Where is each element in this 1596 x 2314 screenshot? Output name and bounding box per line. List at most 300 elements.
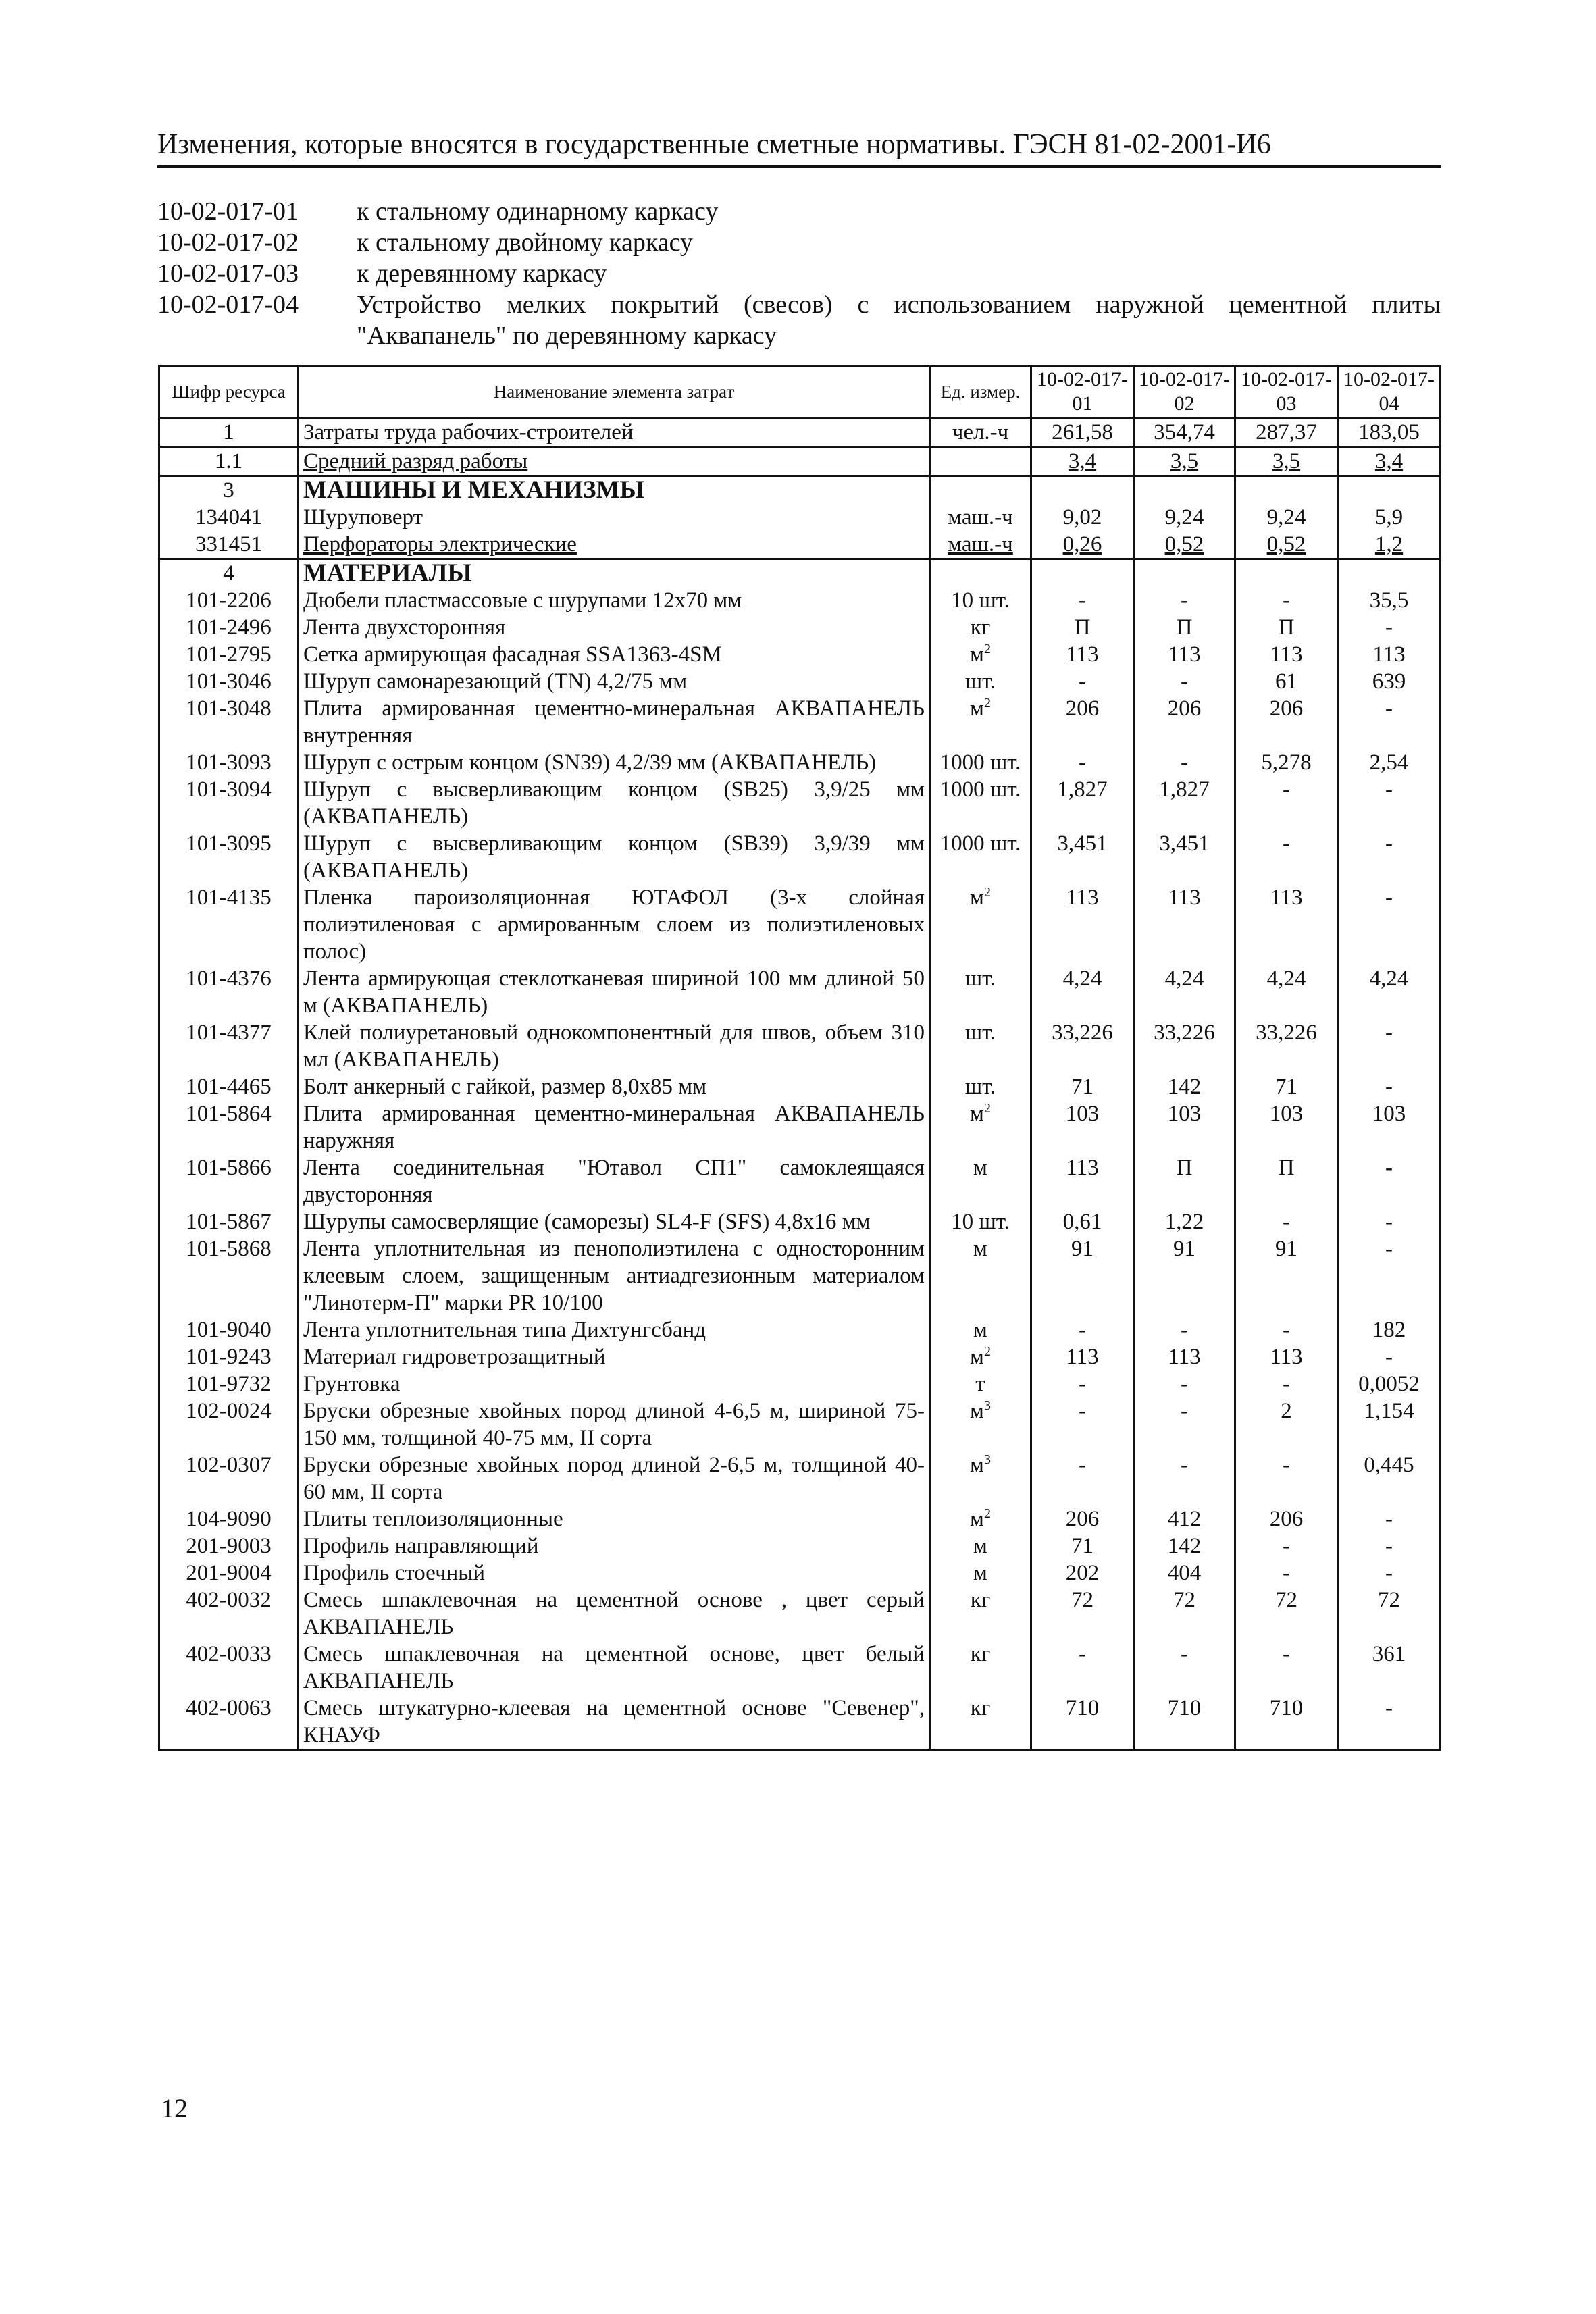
cell-name: Перфораторы электрические bbox=[299, 531, 930, 559]
cell-norm-3: П bbox=[1235, 614, 1338, 641]
cell-norm-1: 72 bbox=[1031, 1587, 1134, 1641]
cell-norm-2: 710 bbox=[1134, 1695, 1235, 1750]
cell-norm-3: - bbox=[1235, 1641, 1338, 1695]
cell-norm-2: 3,5 bbox=[1134, 447, 1235, 476]
cell-norm-1: 113 bbox=[1031, 1343, 1134, 1370]
cell-norm-2: 142 bbox=[1134, 1533, 1235, 1560]
unit-exponent: 2 bbox=[983, 1101, 991, 1116]
unit-exponent: 2 bbox=[983, 885, 991, 900]
cell-code: 101-5868 bbox=[159, 1235, 299, 1316]
cell-norm-2: 9,24 bbox=[1134, 504, 1235, 531]
cell-norm-2: 1,22 bbox=[1134, 1208, 1235, 1235]
unit-text: 10 шт. bbox=[951, 1210, 1010, 1234]
cell-norm-4: - bbox=[1338, 1343, 1441, 1370]
page-number: 12 bbox=[161, 2093, 188, 2124]
cell-name: Лента армирующая стеклотканевая шириной 100 мм длиной 50 м (АКВАПАНЕЛЬ) bbox=[299, 965, 930, 1019]
cell-norm-1: 3,4 bbox=[1031, 447, 1134, 476]
cell-norm-2: - bbox=[1134, 1370, 1235, 1397]
cell-norm-2: 3,451 bbox=[1134, 830, 1235, 884]
unit-exponent: 3 bbox=[983, 1452, 991, 1467]
cell-unit bbox=[930, 1019, 1031, 1073]
cell-norm-2: 1,827 bbox=[1134, 776, 1235, 830]
cell-unit bbox=[930, 776, 1031, 830]
cell-name: Лента уплотнительная из пенополиэтилена с односторонним клеевым слоем, защищенным антиадгезионным материалом "Линотерм-П" марки PR 10/100 bbox=[299, 1235, 930, 1316]
cell-norm-1 bbox=[1031, 476, 1134, 505]
page-title: Изменения, которые вносятся в государственные сметные нормативы. ГЭСН 81-02-2001-И6 bbox=[157, 129, 1271, 160]
cell-norm-3: - bbox=[1235, 830, 1338, 884]
cell-code: 402-0033 bbox=[159, 1641, 299, 1695]
cell-norm-2: - bbox=[1134, 1641, 1235, 1695]
cell-name: МАТЕРИАЛЫ bbox=[299, 559, 930, 588]
cell-norm-4: - bbox=[1338, 1560, 1441, 1587]
table-row bbox=[159, 641, 1441, 668]
cell-norm-1: 91 bbox=[1031, 1235, 1134, 1316]
cell-norm-4: 4,24 bbox=[1338, 965, 1441, 1019]
table-row bbox=[159, 884, 1441, 965]
cell-norm-3: 61 bbox=[1235, 668, 1338, 695]
cell-norm-2: 4,24 bbox=[1134, 965, 1235, 1019]
cell-norm-1: 261,58 bbox=[1031, 418, 1134, 447]
cell-name: Смесь шпаклевочная на цементной основе, цвет белый АКВАПАНЕЛЬ bbox=[299, 1641, 930, 1695]
cell-norm-2: 113 bbox=[1134, 641, 1235, 668]
cell-name: Болт анкерный с гайкой, размер 8,0х85 мм bbox=[299, 1073, 930, 1100]
cell-norm-1: 9,02 bbox=[1031, 504, 1134, 531]
table-row bbox=[159, 531, 1441, 559]
unit-text: м bbox=[973, 1561, 987, 1585]
cell-norm-1: 206 bbox=[1031, 1506, 1134, 1533]
cell-norm-2 bbox=[1134, 559, 1235, 588]
table-row bbox=[159, 1235, 1441, 1316]
cell-norm-4: 1,154 bbox=[1338, 1397, 1441, 1451]
cell-code: 101-2496 bbox=[159, 614, 299, 641]
unit-exponent: 2 bbox=[983, 696, 991, 711]
cell-code: 101-5867 bbox=[159, 1208, 299, 1235]
cell-norm-4: - bbox=[1338, 830, 1441, 884]
cell-code: 101-9243 bbox=[159, 1343, 299, 1370]
table-row bbox=[159, 587, 1441, 614]
cell-norm-2: 113 bbox=[1134, 884, 1235, 965]
unit-text: шт. bbox=[964, 669, 996, 694]
cell-name: Материал гидроветрозащитный bbox=[299, 1343, 930, 1370]
cell-norm-4: - bbox=[1338, 1533, 1441, 1560]
cell-unit bbox=[930, 418, 1031, 447]
cell-unit bbox=[930, 476, 1031, 505]
cell-name: Профиль направляющий bbox=[299, 1533, 930, 1560]
cell-code: 3 bbox=[159, 476, 299, 505]
table-row bbox=[159, 1397, 1441, 1451]
column-header-norm-1: 10-02-017-01 bbox=[1031, 366, 1134, 418]
cell-norm-4: - bbox=[1338, 884, 1441, 965]
table-header-row bbox=[159, 366, 1441, 418]
intro-list bbox=[157, 196, 1441, 351]
table-row bbox=[159, 1370, 1441, 1397]
cell-name: Шуруп с высверливающим концом (SB39) 3,9/39 мм (АКВАПАНЕЛЬ) bbox=[299, 830, 930, 884]
cell-norm-2: П bbox=[1134, 614, 1235, 641]
column-header-code: Шифр ресурса bbox=[159, 366, 299, 418]
intro-code: 10-02-017-02 bbox=[157, 228, 299, 257]
cell-norm-1: П bbox=[1031, 614, 1134, 641]
cell-norm-2: 33,226 bbox=[1134, 1019, 1235, 1073]
intro-item bbox=[157, 227, 1441, 258]
table-row bbox=[159, 476, 1441, 505]
cell-norm-3: - bbox=[1235, 1208, 1338, 1235]
cell-norm-4: 183,05 bbox=[1338, 418, 1441, 447]
cell-norm-2 bbox=[1134, 476, 1235, 505]
unit-text: м bbox=[970, 696, 984, 721]
cell-name: Плита армированная цементно-минеральная АКВАПАНЕЛЬ наружняя bbox=[299, 1100, 930, 1154]
cell-norm-3: 103 bbox=[1235, 1100, 1338, 1154]
table-row bbox=[159, 1506, 1441, 1533]
cell-unit bbox=[930, 1370, 1031, 1397]
cell-norm-1: - bbox=[1031, 668, 1134, 695]
cell-unit bbox=[930, 447, 1031, 476]
unit-text: м bbox=[973, 1156, 987, 1180]
unit-text: м bbox=[970, 1507, 984, 1531]
intro-code: 10-02-017-01 bbox=[157, 197, 299, 226]
cell-norm-1: 113 bbox=[1031, 641, 1134, 668]
cell-name: Смесь шпаклевочная на цементной основе , цвет серый АКВАПАНЕЛЬ bbox=[299, 1587, 930, 1641]
cell-unit bbox=[930, 1397, 1031, 1451]
cell-norm-1: 4,24 bbox=[1031, 965, 1134, 1019]
cell-name: Шуруп самонарезающий (TN) 4,2/75 мм bbox=[299, 668, 930, 695]
cell-norm-2: - bbox=[1134, 1397, 1235, 1451]
cell-norm-3: 33,226 bbox=[1235, 1019, 1338, 1073]
cell-code: 101-5866 bbox=[159, 1154, 299, 1208]
table-row bbox=[159, 830, 1441, 884]
cell-norm-1: - bbox=[1031, 1641, 1134, 1695]
cell-norm-1: - bbox=[1031, 749, 1134, 776]
cell-norm-2: 206 bbox=[1134, 695, 1235, 749]
table-row bbox=[159, 1343, 1441, 1370]
cell-unit bbox=[930, 614, 1031, 641]
cell-code: 402-0063 bbox=[159, 1695, 299, 1750]
unit-text: кг bbox=[970, 615, 991, 640]
cell-code: 4 bbox=[159, 559, 299, 588]
resource-table bbox=[158, 365, 1441, 1751]
column-header-norm-4: 10-02-017-04 bbox=[1338, 366, 1441, 418]
unit-text: м bbox=[970, 1345, 984, 1369]
table-row bbox=[159, 749, 1441, 776]
table-row bbox=[159, 504, 1441, 531]
unit-text: чел.-ч bbox=[952, 420, 1009, 444]
cell-norm-3: 206 bbox=[1235, 695, 1338, 749]
cell-norm-2: 0,52 bbox=[1134, 531, 1235, 559]
cell-norm-2: 354,74 bbox=[1134, 418, 1235, 447]
cell-norm-2: - bbox=[1134, 1451, 1235, 1506]
cell-norm-3: - bbox=[1235, 587, 1338, 614]
column-header-unit: Ед. измер. bbox=[930, 366, 1031, 418]
cell-norm-1: - bbox=[1031, 1370, 1134, 1397]
unit-text: маш.-ч bbox=[948, 505, 1013, 530]
cell-norm-3: 2 bbox=[1235, 1397, 1338, 1451]
unit-text: м bbox=[973, 1534, 987, 1558]
table-row bbox=[159, 668, 1441, 695]
table-row bbox=[159, 965, 1441, 1019]
cell-name: Лента соединительная "Ютавол СП1" самоклеящаяся двусторонняя bbox=[299, 1154, 930, 1208]
cell-code: 101-3095 bbox=[159, 830, 299, 884]
cell-norm-2: - bbox=[1134, 749, 1235, 776]
cell-norm-3: 206 bbox=[1235, 1506, 1338, 1533]
table-row bbox=[159, 1695, 1441, 1750]
cell-name: Бруски обрезные хвойных пород длиной 4-6,5 м, шириной 75-150 мм, толщиной 40-75 мм, II сорта bbox=[299, 1397, 930, 1451]
unit-text: 1000 шт. bbox=[939, 777, 1021, 802]
cell-norm-2: - bbox=[1134, 587, 1235, 614]
cell-norm-2: 142 bbox=[1134, 1073, 1235, 1100]
cell-norm-4: - bbox=[1338, 614, 1441, 641]
cell-code: 201-9004 bbox=[159, 1560, 299, 1587]
cell-code: 101-4465 bbox=[159, 1073, 299, 1100]
cell-name: Плита армированная цементно-минеральная АКВАПАНЕЛЬ внутренняя bbox=[299, 695, 930, 749]
table-row bbox=[159, 418, 1441, 447]
cell-norm-3: 9,24 bbox=[1235, 504, 1338, 531]
unit-text: кг bbox=[970, 1642, 991, 1666]
cell-norm-3 bbox=[1235, 559, 1338, 588]
cell-name: Профиль стоечный bbox=[299, 1560, 930, 1587]
cell-norm-1: 1,827 bbox=[1031, 776, 1134, 830]
cell-unit bbox=[930, 559, 1031, 588]
cell-norm-4: 35,5 bbox=[1338, 587, 1441, 614]
cell-norm-4: 72 bbox=[1338, 1587, 1441, 1641]
cell-name: МАШИНЫ И МЕХАНИЗМЫ bbox=[299, 476, 930, 505]
cell-norm-4: - bbox=[1338, 1695, 1441, 1750]
cell-norm-2: - bbox=[1134, 668, 1235, 695]
cell-unit bbox=[930, 504, 1031, 531]
cell-norm-1: 113 bbox=[1031, 884, 1134, 965]
cell-norm-2: 113 bbox=[1134, 1343, 1235, 1370]
cell-norm-4: - bbox=[1338, 695, 1441, 749]
cell-norm-1: 103 bbox=[1031, 1100, 1134, 1154]
unit-text: м bbox=[970, 1453, 984, 1477]
cell-norm-3: 287,37 bbox=[1235, 418, 1338, 447]
cell-unit bbox=[930, 1208, 1031, 1235]
cell-norm-2: 404 bbox=[1134, 1560, 1235, 1587]
cell-unit bbox=[930, 531, 1031, 559]
cell-code: 101-4377 bbox=[159, 1019, 299, 1073]
unit-text: м bbox=[973, 1237, 987, 1261]
unit-text: м bbox=[973, 1318, 987, 1342]
cell-name: Шуруп с острым концом (SN39) 4,2/39 мм (АКВАПАНЕЛЬ) bbox=[299, 749, 930, 776]
table-row bbox=[159, 1587, 1441, 1641]
cell-name: Грунтовка bbox=[299, 1370, 930, 1397]
cell-code: 101-5864 bbox=[159, 1100, 299, 1154]
cell-code: 104-9090 bbox=[159, 1506, 299, 1533]
column-header-name: Наименование элемента затрат bbox=[299, 366, 930, 418]
intro-item bbox=[157, 258, 1441, 289]
cell-unit bbox=[930, 1641, 1031, 1695]
cell-norm-4: 0,445 bbox=[1338, 1451, 1441, 1506]
unit-text: 10 шт. bbox=[951, 588, 1010, 613]
cell-code: 1.1 bbox=[159, 447, 299, 476]
cell-norm-4: 182 bbox=[1338, 1316, 1441, 1343]
cell-norm-4: - bbox=[1338, 1208, 1441, 1235]
cell-name: Клей полиуретановый однокомпонентный для швов, объем 310 мл (АКВАПАНЕЛЬ) bbox=[299, 1019, 930, 1073]
cell-unit bbox=[930, 965, 1031, 1019]
cell-norm-3: 3,5 bbox=[1235, 447, 1338, 476]
table-row bbox=[159, 1019, 1441, 1073]
intro-text: к стальному двойному каркасу bbox=[357, 228, 693, 257]
cell-unit bbox=[930, 1533, 1031, 1560]
cell-norm-3: 5,278 bbox=[1235, 749, 1338, 776]
cell-unit bbox=[930, 641, 1031, 668]
cell-norm-1: 710 bbox=[1031, 1695, 1134, 1750]
cell-code: 101-9040 bbox=[159, 1316, 299, 1343]
unit-text: кг bbox=[970, 1588, 991, 1612]
header-divider bbox=[157, 165, 1441, 168]
cell-norm-4: 113 bbox=[1338, 641, 1441, 668]
table-row bbox=[159, 1100, 1441, 1154]
cell-norm-1 bbox=[1031, 559, 1134, 588]
intro-text: к стальному одинарному каркасу bbox=[357, 197, 719, 226]
cell-code: 101-9732 bbox=[159, 1370, 299, 1397]
cell-norm-1: 202 bbox=[1031, 1560, 1134, 1587]
table-row bbox=[159, 1533, 1441, 1560]
cell-code: 1 bbox=[159, 418, 299, 447]
cell-norm-3: 0,52 bbox=[1235, 531, 1338, 559]
cell-unit bbox=[930, 1235, 1031, 1316]
cell-unit bbox=[930, 668, 1031, 695]
cell-norm-3: 72 bbox=[1235, 1587, 1338, 1641]
cell-code: 101-3093 bbox=[159, 749, 299, 776]
cell-norm-3: - bbox=[1235, 1370, 1338, 1397]
unit-text: кг bbox=[970, 1696, 991, 1720]
table-row bbox=[159, 1316, 1441, 1343]
cell-norm-3: 113 bbox=[1235, 884, 1338, 965]
cell-norm-1: 206 bbox=[1031, 695, 1134, 749]
cell-code: 402-0032 bbox=[159, 1587, 299, 1641]
cell-norm-4: 2,54 bbox=[1338, 749, 1441, 776]
intro-item bbox=[157, 196, 1441, 227]
cell-norm-4: - bbox=[1338, 1019, 1441, 1073]
table-row bbox=[159, 614, 1441, 641]
cell-unit bbox=[930, 695, 1031, 749]
cell-norm-1: 33,226 bbox=[1031, 1019, 1134, 1073]
cell-norm-1: 0,26 bbox=[1031, 531, 1134, 559]
cell-code: 101-3094 bbox=[159, 776, 299, 830]
cell-norm-4: 5,9 bbox=[1338, 504, 1441, 531]
cell-name: Лента уплотнительная типа Дихтунгсбанд bbox=[299, 1316, 930, 1343]
cell-norm-3: - bbox=[1235, 1533, 1338, 1560]
cell-norm-3 bbox=[1235, 476, 1338, 505]
cell-norm-4: - bbox=[1338, 1235, 1441, 1316]
cell-unit bbox=[930, 1506, 1031, 1533]
cell-norm-4: 103 bbox=[1338, 1100, 1441, 1154]
cell-code: 102-0307 bbox=[159, 1451, 299, 1506]
cell-name: Дюбели пластмассовые с шурупами 12х70 мм bbox=[299, 587, 930, 614]
cell-unit bbox=[930, 1695, 1031, 1750]
cell-norm-1: - bbox=[1031, 587, 1134, 614]
intro-code: 10-02-017-03 bbox=[157, 259, 299, 288]
cell-name: Затраты труда рабочих-строителей bbox=[299, 418, 930, 447]
cell-name: Шуруповерт bbox=[299, 504, 930, 531]
cell-code: 102-0024 bbox=[159, 1397, 299, 1451]
cell-norm-2: 72 bbox=[1134, 1587, 1235, 1641]
intro-code: 10-02-017-04 bbox=[157, 290, 299, 319]
table-row bbox=[159, 1154, 1441, 1208]
intro-item bbox=[157, 289, 1441, 351]
cell-code: 101-4376 bbox=[159, 965, 299, 1019]
cell-code: 134041 bbox=[159, 504, 299, 531]
cell-norm-4: 361 bbox=[1338, 1641, 1441, 1695]
cell-norm-2: П bbox=[1134, 1154, 1235, 1208]
cell-norm-4: 3,4 bbox=[1338, 447, 1441, 476]
cell-norm-3: 113 bbox=[1235, 1343, 1338, 1370]
cell-norm-1: 0,61 bbox=[1031, 1208, 1134, 1235]
cell-norm-4: - bbox=[1338, 1154, 1441, 1208]
unit-text: 1000 шт. bbox=[939, 750, 1021, 775]
unit-exponent: 2 bbox=[983, 1344, 991, 1359]
cell-unit bbox=[930, 1316, 1031, 1343]
cell-name: Шуруп с высверливающим концом (SB25) 3,9/25 мм (АКВАПАНЕЛЬ) bbox=[299, 776, 930, 830]
table-row bbox=[159, 1641, 1441, 1695]
cell-name: Сетка армирующая фасадная SSA1363-4SM bbox=[299, 641, 930, 668]
unit-text: м bbox=[970, 1102, 984, 1126]
cell-code: 101-3046 bbox=[159, 668, 299, 695]
intro-text: к деревянному каркасу bbox=[357, 259, 607, 288]
cell-name: Бруски обрезные хвойных пород длиной 2-6,5 м, толщиной 40-60 мм, II сорта bbox=[299, 1451, 930, 1506]
cell-norm-3: 710 bbox=[1235, 1695, 1338, 1750]
cell-code: 101-2795 bbox=[159, 641, 299, 668]
cell-unit bbox=[930, 749, 1031, 776]
cell-name: Лента двухсторонняя bbox=[299, 614, 930, 641]
table-row bbox=[159, 695, 1441, 749]
cell-unit bbox=[930, 830, 1031, 884]
cell-norm-3: - bbox=[1235, 776, 1338, 830]
cell-norm-4: 639 bbox=[1338, 668, 1441, 695]
column-header-norm-3: 10-02-017-03 bbox=[1235, 366, 1338, 418]
table-row bbox=[159, 1560, 1441, 1587]
cell-code: 101-2206 bbox=[159, 587, 299, 614]
cell-unit bbox=[930, 1587, 1031, 1641]
cell-norm-3: - bbox=[1235, 1560, 1338, 1587]
cell-norm-2: 91 bbox=[1134, 1235, 1235, 1316]
cell-unit bbox=[930, 1154, 1031, 1208]
cell-norm-1: - bbox=[1031, 1451, 1134, 1506]
cell-unit bbox=[930, 884, 1031, 965]
cell-norm-4 bbox=[1338, 476, 1441, 505]
cell-code: 331451 bbox=[159, 531, 299, 559]
unit-text: м bbox=[970, 885, 984, 910]
cell-norm-1: 71 bbox=[1031, 1073, 1134, 1100]
cell-name: Средний разряд работы bbox=[299, 447, 930, 476]
unit-text: шт. bbox=[964, 1021, 996, 1045]
cell-unit bbox=[930, 1560, 1031, 1587]
cell-name: Смесь штукатурно-клеевая на цементной основе "Севенер", КНАУФ bbox=[299, 1695, 930, 1750]
unit-text: м bbox=[970, 642, 984, 667]
unit-text: м bbox=[970, 1399, 984, 1423]
cell-norm-4: - bbox=[1338, 1073, 1441, 1100]
cell-name: Пленка пароизоляционная ЮТАФОЛ (3-х слойная полиэтиленовая с армированным слоем из полиэтиленовых полос) bbox=[299, 884, 930, 965]
table-row bbox=[159, 559, 1441, 588]
table-row bbox=[159, 1208, 1441, 1235]
unit-text: 1000 шт. bbox=[939, 831, 1021, 856]
column-header-norm-2: 10-02-017-02 bbox=[1134, 366, 1235, 418]
unit-exponent: 2 bbox=[983, 642, 991, 657]
table-row bbox=[159, 776, 1441, 830]
cell-norm-2: 103 bbox=[1134, 1100, 1235, 1154]
intro-text: Устройство мелких покрытий (свесов) с использованием наружной цементной плиты "Аквапанель" по деревянному каркасу bbox=[357, 290, 1441, 350]
cell-name: Плиты теплоизоляционные bbox=[299, 1506, 930, 1533]
cell-norm-3: П bbox=[1235, 1154, 1338, 1208]
cell-unit bbox=[930, 1100, 1031, 1154]
cell-norm-3: - bbox=[1235, 1316, 1338, 1343]
cell-norm-4 bbox=[1338, 559, 1441, 588]
cell-unit bbox=[930, 587, 1031, 614]
cell-norm-4: - bbox=[1338, 776, 1441, 830]
unit-text: шт. bbox=[964, 1075, 996, 1099]
unit-text: маш.-ч bbox=[948, 532, 1013, 557]
unit-exponent: 2 bbox=[983, 1506, 991, 1521]
cell-norm-4: 0,0052 bbox=[1338, 1370, 1441, 1397]
